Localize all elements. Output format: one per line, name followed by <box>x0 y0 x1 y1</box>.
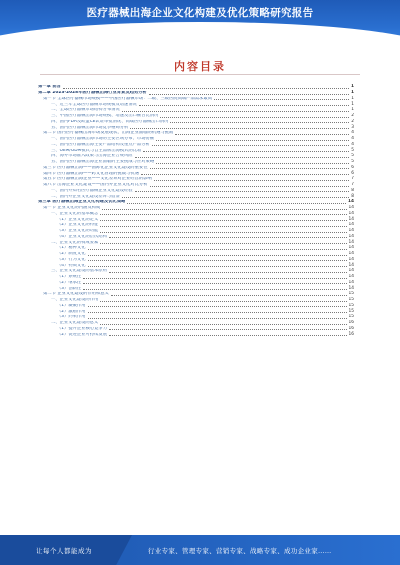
toc-entry-leader <box>160 117 349 118</box>
toc-entry-leader <box>88 318 347 319</box>
toc-entry-page: 1 <box>351 101 354 107</box>
toc-entry-label: 二、国内外企业文化建设差异与借鉴 <box>51 194 120 199</box>
toc-entry-leader <box>63 88 349 89</box>
toc-entry-leader <box>100 232 346 233</box>
toc-entry-label: （3）创新性 <box>57 286 82 291</box>
toc-entry-label: 第一节 全球医疗器械市场规模——中国医疗器械市场：二级、三级医院高端产品需求最高 <box>43 96 212 101</box>
toc-entry-leader <box>139 105 349 106</box>
toc-entry[interactable] <box>38 331 354 337</box>
toc-entry-page: 15 <box>348 297 354 303</box>
toc-entry-page: 7 <box>351 176 354 182</box>
toc-entry-page: 3 <box>351 124 354 130</box>
toc-heading: 内容目录 <box>174 60 226 73</box>
toc-entry-leader <box>109 272 347 273</box>
toc-entry-label: 三、OEM/ODM模式与自主品牌出海模式的比较 <box>51 148 142 153</box>
toc-entry-page: 14 <box>348 228 354 234</box>
toc-entry-leader <box>141 174 349 175</box>
toc-entry-page: 1 <box>351 95 354 101</box>
header-curve <box>0 22 400 46</box>
toc-entry-label: 第三章 医疗器械出海企业文化构建及优化策略 <box>38 200 126 205</box>
table-of-contents <box>38 84 354 526</box>
toc-entry-label: （3）行为文化 <box>57 257 86 262</box>
toc-entry-leader <box>130 128 349 129</box>
toc-entry-label: （4）物质文化 <box>57 263 86 268</box>
toc-entry-page: 6 <box>351 164 354 170</box>
toc-entry-leader <box>214 99 349 100</box>
toc-entry-leader <box>127 203 346 204</box>
toc-entry-page: 14 <box>348 268 354 274</box>
toc-entry-leader <box>102 209 346 210</box>
toc-entry-page: 15 <box>348 314 354 320</box>
toc-entry-leader <box>156 163 349 164</box>
toc-entry-leader <box>154 180 349 181</box>
toc-entry-leader <box>83 283 346 284</box>
toc-entry-page: 1 <box>351 107 354 113</box>
footer-slogan: 让每个人都能成为 <box>36 547 92 555</box>
toc-entry-page: 14 <box>348 245 354 251</box>
toc-entry-label: （2）继承性 <box>57 280 82 285</box>
toc-entry-label: 二、企业文化的构成要素 <box>51 240 99 245</box>
toc-entry-page: 14 <box>348 233 354 239</box>
toc-entry-page: 8 <box>351 187 354 193</box>
toc-entry-label: 第二节 国内医疗器械出海市场发展现状、出海企业面临的机遇与挑战 <box>43 131 174 136</box>
toc-entry-leader <box>109 335 347 336</box>
toc-entry-leader <box>100 243 346 244</box>
toc-entry-label: （4）企业文化的层次结构 <box>57 234 107 239</box>
toc-entry-label: 第一章 前言 <box>38 85 61 90</box>
toc-entry-leader <box>122 197 350 198</box>
toc-entry-label: （2）企业文化的特征 <box>57 223 99 228</box>
toc-entry-label: 五、国内医疗器械出海企业面临的主要挑战与应对策略 <box>51 160 155 165</box>
toc-entry-label: 一、国内外知名医疗器械企业文化建设经验 <box>51 188 133 193</box>
toc-entry-leader <box>143 151 349 152</box>
toc-entry-label: 第二节 企业文化建设的作用和意义 <box>43 292 109 297</box>
toc-entry-page: 14 <box>348 222 354 228</box>
toc-entry-label: 五、国内医疗器械出海市场竞争格局分析 <box>51 125 129 130</box>
toc-entry-label: （1）凝聚作用 <box>57 303 86 308</box>
toc-heading-divider <box>40 74 360 75</box>
toc-entry-page: 14 <box>348 199 354 205</box>
toc-entry-label: 第五节 医疗器械出海企业——文化差异对企业经营的影响 <box>43 177 152 182</box>
toc-entry-page: 8 <box>351 193 354 199</box>
toc-entry-label: （1）系统性 <box>57 275 82 280</box>
toc-entry-page: 16 <box>348 325 354 331</box>
toc-entry-leader <box>88 266 347 267</box>
toc-entry-leader <box>88 260 347 261</box>
toc-entry-leader <box>83 278 346 279</box>
toc-entry-leader <box>100 324 346 325</box>
toc-entry-leader <box>100 226 346 227</box>
toc-entry-page: 16 <box>348 331 354 337</box>
toc-entry-page: 5 <box>351 159 354 165</box>
toc-entry-leader <box>88 312 347 313</box>
toc-entry-label: 第四节 医疗器械出海——跨文化管理的挑战与机遇 <box>43 171 139 176</box>
toc-entry-page: 14 <box>348 205 354 211</box>
report-header <box>0 0 400 46</box>
toc-entry-leader <box>109 237 347 238</box>
toc-entry-label: 二、全球医疗器械市场结构分布情况 <box>51 108 120 113</box>
toc-entry-leader <box>100 301 346 302</box>
toc-entry-page: 1 <box>351 90 354 96</box>
toc-entry-page: 14 <box>348 239 354 245</box>
toc-entry-label: 二、企业文化建设的意义 <box>51 321 99 326</box>
toc-entry-label: （3）企业文化的功能 <box>57 229 99 234</box>
toc-entry-page: 14 <box>348 262 354 268</box>
toc-entry-label: 三、中国医疗器械出海市场规模、增速及出口额占比情况 <box>51 114 159 119</box>
toc-entry-label: 第六节 出海企业文化建设——国内外企业文化对比分析 <box>43 183 148 188</box>
toc-entry-page: 6 <box>351 170 354 176</box>
toc-entry-leader <box>152 145 349 146</box>
toc-entry-label: 一、国内医疗器械出海市场的主要区域分布、市场份额 <box>51 137 155 142</box>
toc-entry-page: 14 <box>348 274 354 280</box>
toc-entry-leader <box>156 140 349 141</box>
toc-entry-leader <box>150 168 350 169</box>
toc-entry-leader <box>122 111 350 112</box>
toc-entry-label: 一、企业文化建设的作用 <box>51 298 99 303</box>
toc-entry-leader <box>109 329 347 330</box>
footer-banner <box>0 535 400 565</box>
toc-entry-label: （2）促进企业可持续发展 <box>57 332 107 337</box>
footer-roles: 行业专家、管理专家、营销专家、战略专家、成功企业家…… <box>148 547 332 555</box>
toc-entry-leader <box>100 214 346 215</box>
toc-entry-page: 4 <box>351 130 354 136</box>
toc-entry-page: 14 <box>348 210 354 216</box>
toc-entry-page: 14 <box>348 216 354 222</box>
toc-entry-label: 三、企业文化建设的基本原则 <box>51 269 107 274</box>
toc-entry-page: 5 <box>351 153 354 159</box>
toc-entry-page: 5 <box>351 147 354 153</box>
toc-entry-leader <box>100 220 346 221</box>
toc-entry-label: （3）约束作用 <box>57 315 86 320</box>
toc-entry-label: （2）激励作用 <box>57 309 86 314</box>
toc-entry-label: 第二章 2023-2028年医疗器械出海行业背景及趋势分析 <box>38 91 147 96</box>
toc-entry-page: 7 <box>351 182 354 188</box>
toc-entry-label: （1）提升企业核心竞争力 <box>57 326 107 331</box>
toc-entry-page: 1 <box>351 84 354 90</box>
toc-entry-leader <box>111 295 347 296</box>
toc-entry-leader <box>170 122 349 123</box>
toc-entry-leader <box>135 191 350 192</box>
toc-entry-page: 4 <box>351 136 354 142</box>
toc-entry-page: 14 <box>348 251 354 257</box>
toc-entry-label: （2）制度文化 <box>57 252 86 257</box>
toc-entry-page: 14 <box>348 279 354 285</box>
toc-entry-leader <box>149 94 349 95</box>
toc-entry-label: 第三节 医疗器械出海——国际化企业文化建设的重要性 <box>43 165 148 170</box>
toc-entry-leader <box>88 255 347 256</box>
toc-entry-page: 14 <box>348 285 354 291</box>
toc-entry-page: 4 <box>351 141 354 147</box>
toc-entry-leader <box>88 306 347 307</box>
toc-entry-leader <box>88 249 347 250</box>
toc-entry-label: 一、企业文化的基本概念 <box>51 211 99 216</box>
toc-entry-page: 14 <box>348 256 354 262</box>
toc-entry-label: 第一节 企业文化的内涵及构成 <box>43 206 101 211</box>
toc-entry-label: （1）企业文化的定义 <box>57 217 99 222</box>
toc-entry-leader <box>150 186 350 187</box>
toc-entry-leader <box>135 157 350 158</box>
toc-entry-leader <box>83 289 346 290</box>
toc-entry-page: 15 <box>348 291 354 297</box>
toc-entry-label: 四、国内FDA及欧盟CE认证审批情况、高端医疗器械出口情况 <box>51 119 169 124</box>
toc-entry-label: 二、国内医疗器械出海主要产品结构及重点产品分析 <box>51 142 150 147</box>
toc-entry-page: 15 <box>348 308 354 314</box>
toc-entry-label: （1）精神文化 <box>57 246 86 251</box>
toc-entry-leader <box>175 134 349 135</box>
report-title: 医疗器械出海企业文化构建及优化策略研究报告 <box>86 7 314 19</box>
toc-entry-page: 15 <box>348 302 354 308</box>
toc-entry-page: 2 <box>351 118 354 124</box>
toc-entry-page: 16 <box>348 320 354 326</box>
toc-entry-label: 四、海外市场准入政策与出海企业合规风险 <box>51 154 133 159</box>
toc-entry-label: 一、近三年全球医疗器械市场规模及增速情况 <box>51 102 137 107</box>
toc-entry-page: 2 <box>351 113 354 119</box>
